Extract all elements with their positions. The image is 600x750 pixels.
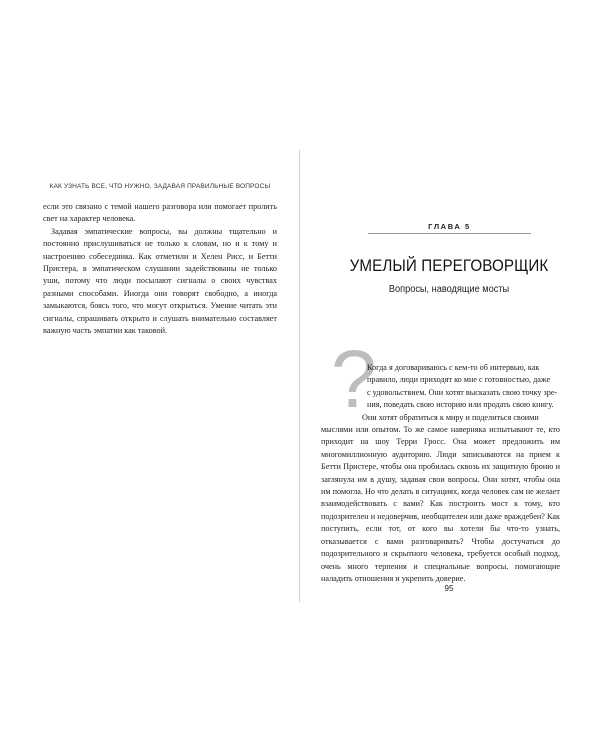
page-gutter: [299, 150, 300, 602]
drop-line: Когда я договариваюсь с кем-то об интервью, как: [367, 363, 540, 372]
chapter-title: УМЕЛЫЙ ПЕРЕГОВОРЩИК: [349, 257, 549, 275]
drop-line: с удовольствием. Они хотят высказать свою точку зре-: [367, 387, 558, 397]
paragraph: Задавая эмпатические вопросы, вы должны тщательно и постоянно прислушиваться не только к словам, но и к тому и настроению собеседника. Как отметили и Хелен Рисс, и Бетти Пристера, в эмпатическом слушании задействованы не только уши, потому что люди посылают сигналы о своих чувствах разными способами. Иногда они говорят свободно, а иногда замыкаются, боясь того, что могут открыться. Умение читать эти сигналы, спрашивать открыто и слушать внимательно составляет важную часть эмпатии как таковой.: [43, 226, 277, 336]
drop-line: Они хотят обратиться к миру и поделиться своими: [362, 412, 539, 422]
question-mark-drop-icon: ?: [331, 334, 377, 425]
paragraph: мыслями или опытом. То же самое наверняка испытывают те, кто приходит на шоу Терри Гросс. Она может предложить им многомиллионную аудиторию. Люди записываются на прием к Бетти Пристере, чтобы она пробилась сквозь их защитную броню и заглянула им в душу, задавая свои вопросы. Они хотят, чтобы она им помогла. Но что делать в ситуациях, когда человек сам не желает взаимодействовать с вами? Как построить мост к тому, кто подозрителен и недоверчив, необщителен или даже враждебен? Как поступить, если тот, от кого вы хотели бы что-то узнать, отказывается с вами разговаривать? Чтобы достучаться до подозрительного и скрытного человека, требуется особый подход, очень много терпения и специальные вопросы, помогающие наладить отношения и укрепить доверие.: [321, 425, 560, 583]
drop-line: ния, поведать свою историю или продать свою книгу.: [367, 400, 554, 410]
page-number: 95: [444, 584, 454, 593]
paragraph: если это связано с темой нашего разговора или помогает пролить свет на характер человека.: [43, 202, 277, 224]
chapter-subtitle: Вопросы, наводящие мосты: [388, 284, 510, 295]
left-page-body: [43, 201, 277, 337]
chapter-label: ГЛАВА 5: [368, 221, 531, 234]
running-head: КАК УЗНАТЬ ВСЕ, ЧТО НУЖНО, ЗАДАВАЯ ПРАВИЛЬНЫЕ ВОПРОСЫ: [49, 183, 271, 190]
drop-line: правило, люди приходят ко мне с готовностью, даже: [367, 375, 551, 385]
right-page-body: [321, 362, 560, 585]
